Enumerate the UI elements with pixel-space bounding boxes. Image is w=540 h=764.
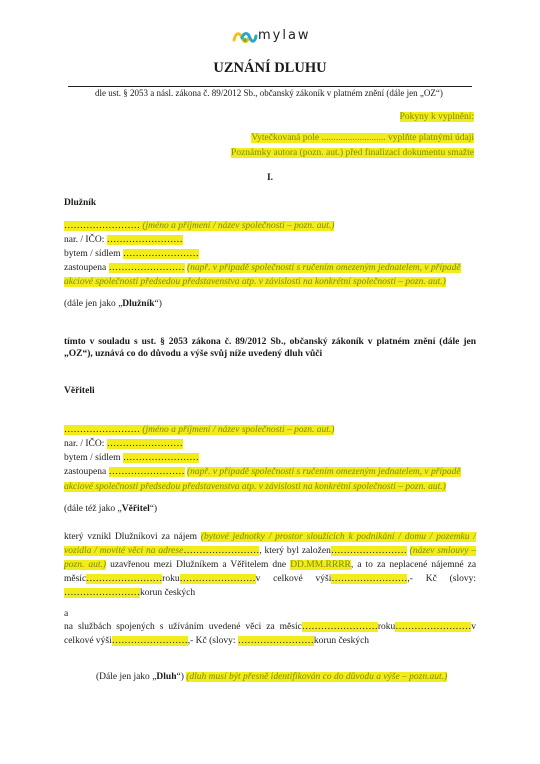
- rent-currency: korun českých: [140, 588, 196, 598]
- instructions-line2-text: Poznámky autora (pozn. aut.) před finalizací dokumentu smažte: [231, 148, 474, 158]
- debtor-name-field[interactable]: [64, 221, 334, 231]
- creditor-rep-note: (např. v případě společnosti s ručením omezeným jednatelem, v případě: [186, 467, 461, 477]
- lease-address-field[interactable]: ……………………: [183, 546, 260, 556]
- services-words-label: ,- Kč (slovy:: [187, 636, 236, 646]
- instructions-line1: [251, 132, 474, 144]
- services-month-field[interactable]: ……………………: [301, 622, 378, 632]
- creditor-rep-row2: [64, 481, 446, 493]
- debtor-heading: Dlužník: [64, 198, 97, 208]
- section-number: I.: [266, 173, 274, 183]
- creditor-alias-pre: (dále též jako „: [64, 504, 122, 514]
- rent-year-label: roku: [162, 574, 180, 584]
- debtor-rep-note: (např. v případě společnosti s ručením omezeným jednatelem, v případě: [186, 263, 461, 273]
- contract-field[interactable]: ……………………: [330, 546, 407, 556]
- debt-alias: [96, 671, 447, 683]
- instructions-heading: [400, 111, 474, 123]
- services-year-label: roku: [377, 622, 396, 632]
- creditor-alias-post: “): [149, 504, 158, 514]
- rent-amount-field[interactable]: ……………………: [331, 574, 408, 584]
- debt-alias-post: “): [176, 672, 184, 682]
- creditor-rep-label: zastoupena: [64, 467, 107, 477]
- creditor-heading: Věřiteli: [64, 386, 95, 396]
- debtor-id-row: [64, 234, 183, 246]
- debtor-name-note: (jméno a příjmení / název společnosti – pozn. aut.): [142, 221, 335, 231]
- and-connector: a: [64, 609, 69, 619]
- debtor-name-row: [64, 220, 334, 232]
- rent-month-field[interactable]: ……………………: [86, 574, 163, 584]
- contract-concluded-text: uzavřenou mezi Dlužníkem a Věřitelem dne: [110, 560, 287, 570]
- rent-words-label: ,- Kč (slovy:: [407, 574, 476, 584]
- debtor-name-dots: ……………………: [64, 221, 140, 231]
- debtor-alias-post: “): [154, 299, 162, 309]
- debtor-id-label: nar. / IČO:: [64, 235, 105, 245]
- rent-year-field[interactable]: ……………………: [179, 574, 256, 584]
- debtor-rep-row2: [64, 276, 446, 288]
- services-amount-field[interactable]: ……………………: [111, 636, 188, 646]
- creditor-name-dots: ……………………: [64, 425, 140, 435]
- subtitle-text: dle ust. § 2053 a násl. zákona č. 89/2012 Sb., občanský zákoník v platném znění (dále jen „OZ“): [95, 88, 443, 98]
- debtor-address-field[interactable]: ……………………: [122, 249, 199, 259]
- creditor-rep-field[interactable]: ……………………: [108, 467, 185, 477]
- lease-subject-note: (bytové jednotky / prostor sloužících k podnikání / domu / pozemku / vozidla / movité věci na adrese: [64, 532, 476, 556]
- creditor-name-note: (jméno a příjmení / název společnosti – pozn. aut.): [142, 425, 335, 435]
- instructions-line1-text: Vytečkovaná pole ........................... vyplňte platnými údaji: [251, 133, 474, 143]
- debtor-rep-row: [64, 262, 461, 274]
- creditor-id-row: [64, 438, 183, 450]
- unpaid-rent-text: , a to za neplacené nájemné za měsíc: [64, 560, 477, 584]
- debtor-rep-field[interactable]: ……………………: [108, 263, 185, 273]
- debt-alias-pre: (Dále jen jako „: [96, 672, 157, 682]
- debtor-address-label: bytem / sídlem: [64, 249, 121, 259]
- mylaw-logo-icon: [232, 30, 258, 44]
- creditor-id-field[interactable]: ……………………: [106, 439, 183, 449]
- creditor-alias-name: Věřitel: [121, 504, 150, 514]
- debtor-address-row: [64, 248, 199, 260]
- debtor-id-field[interactable]: ……………………: [106, 235, 183, 245]
- mylaw-logo: [232, 27, 316, 49]
- logo-text: mylaw: [258, 28, 311, 43]
- services-intro: na službách spojených s užíváním uvedené věci za měsíc: [64, 622, 302, 632]
- contract-date-field[interactable]: DD.MM.RRRR: [290, 560, 351, 570]
- debtor-rep-label: zastoupena: [64, 263, 107, 273]
- debt-paragraph: [64, 530, 476, 600]
- debt-intro: který vznikl Dlužníkovi za nájem: [64, 532, 198, 542]
- debt-alias-note: (dluh musí být přesně identifikován co do důvodu a výše – pozn.aut.): [186, 672, 448, 682]
- debt-alias-name: Dluh: [156, 672, 177, 682]
- rent-total-label: v celkové výši: [255, 574, 332, 584]
- services-paragraph: [64, 620, 476, 648]
- creditor-name-field[interactable]: [64, 425, 334, 435]
- instructions-line2: [231, 147, 474, 159]
- services-currency: korun českých: [313, 636, 370, 646]
- services-total-label: v celkové výši: [64, 622, 476, 646]
- debtor-alias: [64, 298, 162, 310]
- creditor-alias: [64, 503, 157, 515]
- services-year-field[interactable]: ……………………: [395, 622, 472, 632]
- creditor-name-row: [64, 424, 334, 436]
- creditor-id-label: nar. / IČO:: [64, 439, 105, 449]
- debtor-rep-note2: akciové společnosti předsedou představenstva atp. v závislosti na konkrétní společnosti – pozn. aut.): [64, 277, 446, 287]
- creditor-rep-note2: akciové společnosti předsedou představenstva atp. v závislosti na konkrétní společnosti – pozn. aut.): [64, 482, 446, 492]
- creditor-address-field[interactable]: ……………………: [122, 453, 199, 463]
- debt-based-on: , který byl založen: [259, 546, 331, 556]
- debtor-alias-name: Dlužník: [122, 299, 155, 309]
- instructions-heading-text: Pokyny k vyplnění:: [399, 112, 474, 122]
- creditor-address-label: bytem / sídlem: [64, 453, 121, 463]
- acknowledgment-paragraph: tímto v souladu s ust. § 2053 zákona č. 89/2012 Sb., občanský zákoník v platném znění (dále jen „OZ“), uznává co do důvodu a výše svůj níže uvedený dluh vůči: [64, 337, 476, 359]
- document-subtitle: [95, 87, 443, 99]
- contract-name-note: (název smlouvy – pozn. aut.): [64, 546, 476, 570]
- debtor-alias-pre: (dále jen jako „: [64, 299, 123, 309]
- rent-words-field[interactable]: ……………………: [64, 588, 140, 598]
- services-words-field[interactable]: ……………………: [237, 636, 314, 646]
- document-title: UZNÁNÍ DLUHU: [213, 60, 327, 76]
- creditor-rep-row: [64, 466, 461, 478]
- creditor-address-row: [64, 452, 199, 464]
